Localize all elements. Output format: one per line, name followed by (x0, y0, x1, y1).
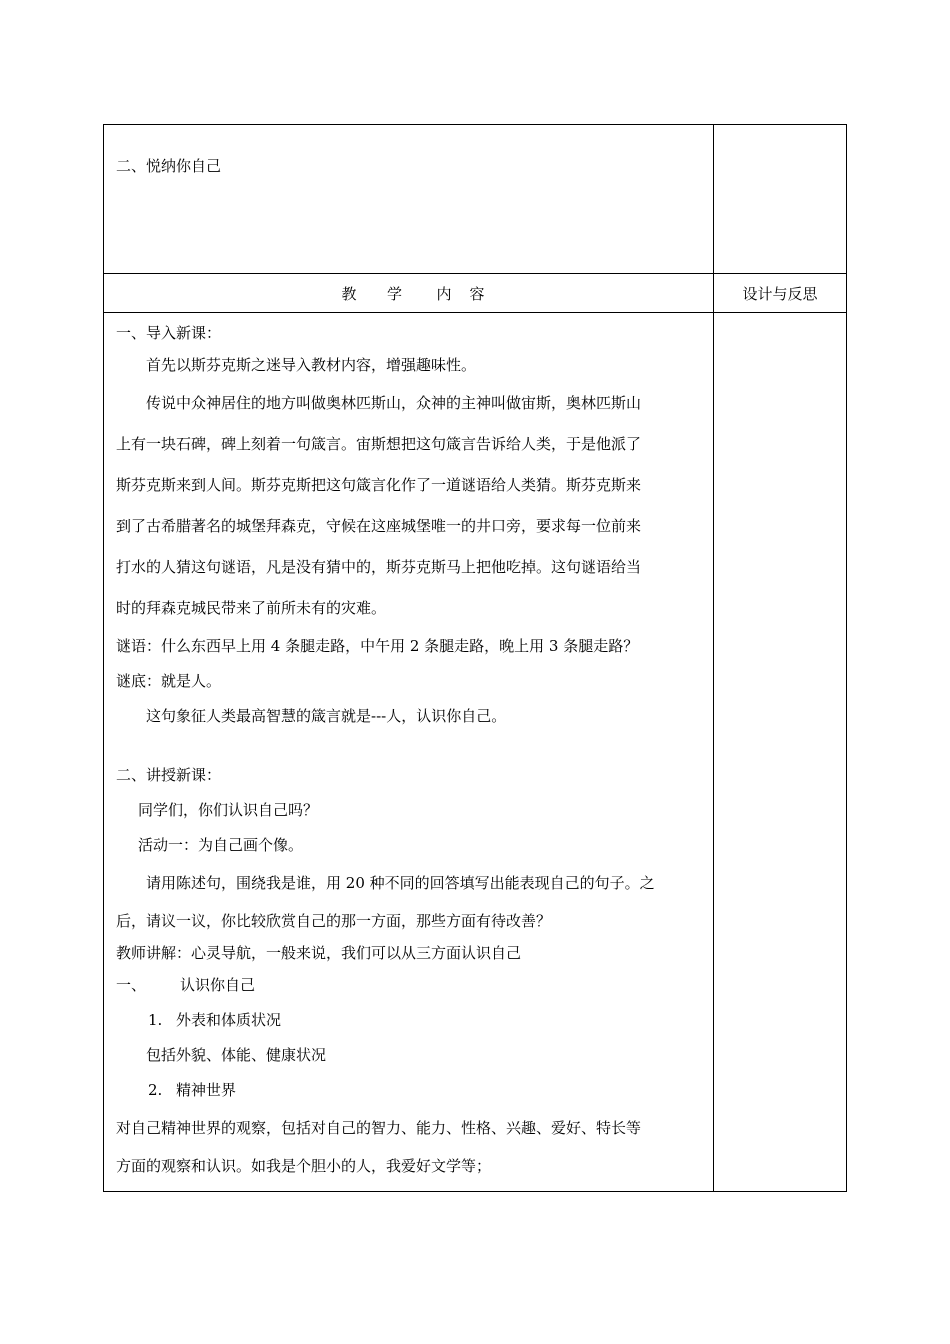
content-header-char: 学 (386, 284, 402, 303)
subsection-number: 一、 (116, 976, 147, 994)
subsection-title: 认识你自己 (180, 976, 256, 994)
content-header-cell (104, 274, 714, 313)
spacer (116, 734, 707, 758)
paragraph-line: 后，请议一议，你比较欣赏自己的那一方面，那些方面有待改善？ (116, 912, 552, 930)
paragraph-line: 同学们，你们认识自己吗？ (138, 801, 319, 819)
lesson-content (104, 313, 713, 1184)
riddle-answer-line: 谜底：就是人。 (116, 672, 222, 690)
reflection-body-cell (714, 313, 847, 1192)
title-row (104, 125, 847, 274)
content-header-char: 内 (436, 284, 452, 303)
paragraph-line: 时的拜森克城民带来了前所未有的灾难。 (116, 599, 387, 617)
lesson-plan-table (103, 124, 847, 1192)
title-side-cell (714, 125, 847, 274)
section-heading-intro: 一、导入新课： (116, 324, 222, 342)
body-row (104, 313, 847, 1192)
list-item (116, 1073, 707, 1108)
paragraph-line: 请用陈述句，围绕我是谁，用 20 种不同的回答填写出能表现自己的句子。之 (146, 874, 655, 892)
section-heading-new-lesson: 二、讲授新课： (116, 766, 222, 784)
list-text: 外表和体质状况 (176, 1011, 282, 1029)
teacher-note-line: 教师讲解：心灵导航，一般来说，我们可以从三方面认识自己 (116, 944, 522, 962)
paragraph-line: 到了古希腊著名的城堡拜森克，守候在这座城堡唯一的井口旁，要求每一位前来 (116, 517, 642, 535)
lesson-title: 二、悦纳你自己 (116, 157, 222, 175)
paragraph-line: 方面的观察和认识。如我是个胆小的人，我爱好文学等； (116, 1157, 492, 1175)
list-text: 精神世界 (176, 1081, 237, 1099)
list-number: 1. (148, 1011, 163, 1029)
riddle-line: 谜语：什么东西早上用 4 条腿走路，中午用 2 条腿走路，晚上用 3 条腿走路？ (116, 637, 639, 655)
subsection-heading (116, 968, 707, 1003)
list-item (116, 1003, 707, 1038)
reflection-header: 设计与反思 (742, 284, 818, 303)
header-row (104, 274, 847, 313)
title-cell (104, 125, 714, 274)
paragraph-line: 上有一块石碑，碑上刻着一句箴言。宙斯想把这句箴言告诉给人类，于是他派了 (116, 435, 642, 453)
paragraph-line: 包括外貌、体能、健康状况 (146, 1046, 327, 1064)
reflection-header-cell (714, 274, 847, 313)
paragraph-line: 对自己精神世界的观察，包括对自己的智力、能力、性格、兴趣、爱好、特长等 (116, 1119, 642, 1137)
content-header-char: 容 (469, 284, 485, 303)
content-body-cell (104, 313, 714, 1192)
paragraph-line: 这句象征人类最高智慧的箴言就是---人，认识你自己。 (146, 707, 507, 725)
list-number: 2. (148, 1081, 163, 1099)
content-header (104, 283, 713, 304)
paragraph-line: 打水的人猜这句谜语，凡是没有猜中的，斯芬克斯马上把他吃掉。这句谜语给当 (116, 558, 642, 576)
paragraph-line: 首先以斯芬克斯之迷导入教材内容，增强趣味性。 (146, 356, 477, 374)
paragraph-line: 斯芬克斯来到人间。斯芬克斯把这句箴言化作了一道谜语给人类猜。斯芬克斯来 (116, 476, 642, 494)
content-header-char: 教 (341, 284, 357, 303)
activity-line: 活动一：为自己画个像。 (138, 836, 304, 854)
paragraph-line: 传说中众神居住的地方叫做奥林匹斯山，众神的主神叫做宙斯，奥林匹斯山 (146, 394, 642, 412)
